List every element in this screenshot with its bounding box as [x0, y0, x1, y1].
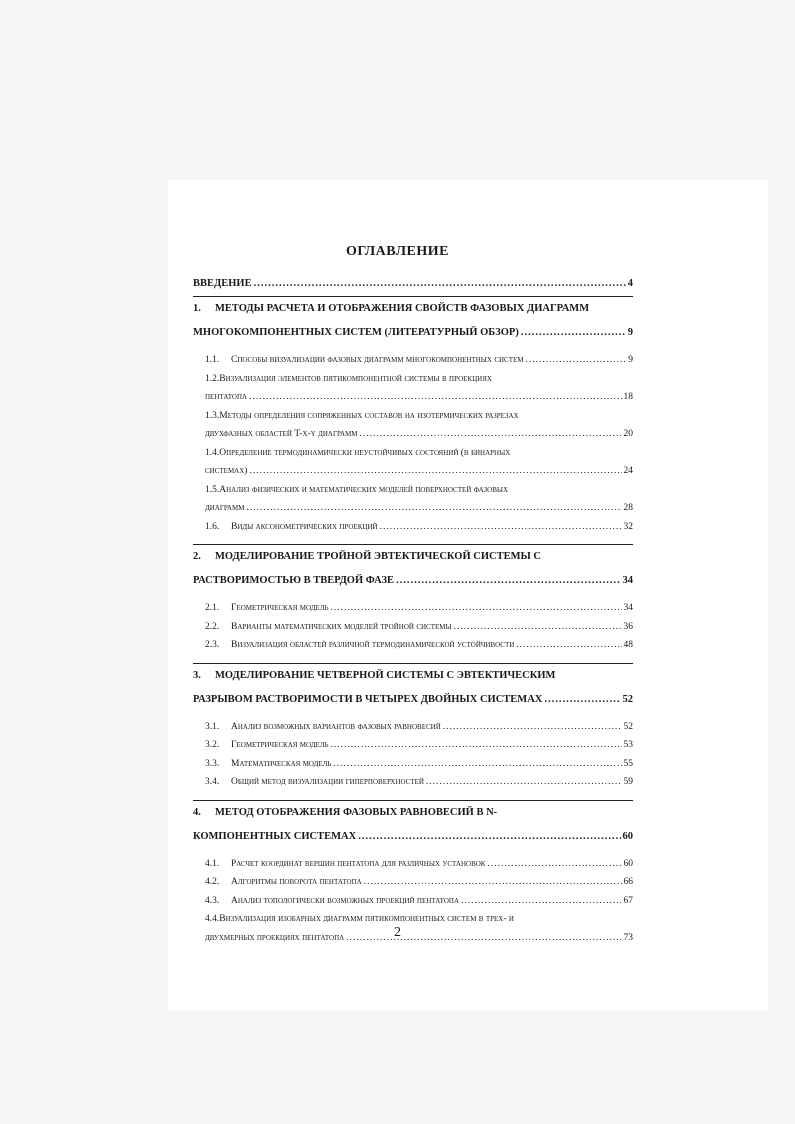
spacer [193, 655, 633, 663]
subsection-page: 73 [623, 932, 633, 943]
spacer [193, 792, 633, 800]
leader-dots [249, 462, 621, 481]
toc-subsection[interactable] [193, 892, 633, 911]
subsection-page: 24 [623, 466, 633, 476]
toc-subsection-continued[interactable] [193, 499, 633, 518]
subsection-page: 53 [623, 740, 633, 750]
section-number: 2. [193, 551, 201, 562]
leader-dots [516, 636, 621, 655]
subsection-title-cont: пентатопа [205, 392, 248, 402]
subsection-title-cont: двухмерных проекциях пентатопа [205, 932, 345, 943]
toc-section-heading[interactable] [193, 801, 633, 849]
leader-dots [358, 825, 620, 849]
subsection-title: Методы определения сопряженных составов на изотермических разрезах [219, 410, 519, 421]
section-title-line1: МЕТОДЫ РАСЧЕТА И ОТОБРАЖЕНИЯ СВОЙСТВ ФАЗОВЫХ ДИАГРАММ [215, 303, 590, 314]
subsection-page: 32 [623, 521, 633, 532]
subsection-number: 2.3. [205, 640, 220, 650]
leader-dots [380, 518, 622, 537]
leader-dots [426, 773, 622, 792]
subsection-title: Визуализация областей различной термодинамической устойчивости [231, 640, 515, 650]
section-number: 3. [193, 669, 201, 681]
toc-subsection[interactable] [193, 370, 633, 389]
section-number: 4. [193, 806, 201, 818]
subsection-page: 20 [623, 429, 633, 439]
subsection-number: 4.3. [205, 895, 220, 906]
toc-section [193, 296, 633, 544]
subsection-number: 3.1. [205, 721, 220, 732]
section-title-line2: РАСТВОРИМОСТЬЮ В ТВЕРДОЙ ФАЗЕ [193, 575, 394, 586]
page-title: ОГЛАВЛЕНИЕ [346, 244, 449, 259]
toc-subsection[interactable] [193, 755, 633, 774]
leader-dots [396, 569, 621, 593]
section-number: 1. [193, 303, 201, 314]
toc-subsection[interactable] [193, 351, 633, 370]
subsection-title-cont: диаграмм [205, 503, 245, 513]
subsection-title: Алгоритмы поворота пентатопа [231, 877, 362, 887]
toc-subsection-continued[interactable] [193, 462, 633, 481]
subsection-title: Варианты математических моделей тройной системы [231, 621, 452, 632]
subsection-number: 1.1. [205, 355, 220, 365]
section-title-line1: МОДЕЛИРОВАНИЕ ЧЕТВЕРНОЙ СИСТЕМЫ С ЭВТЕКТИЧЕСКИМ [215, 669, 556, 681]
toc-subsection[interactable] [193, 518, 633, 537]
toc-subsection[interactable] [193, 855, 633, 874]
leader-dots [443, 718, 622, 737]
subsection-number: 3.4. [205, 777, 220, 787]
toc-subsection[interactable] [193, 618, 633, 637]
leader-dots [526, 351, 627, 370]
section-page: 60 [622, 830, 633, 842]
leader-dots [254, 272, 626, 296]
leader-dots [330, 599, 621, 618]
subsection-number: 2.2. [205, 621, 220, 632]
toc-subsection-continued[interactable] [193, 425, 633, 444]
toc-section [193, 544, 633, 663]
section-title-line2: РАЗРЫВОМ РАСТВОРИМОСТИ В ЧЕТЫРЕХ ДВОЙНЫХ СИСТЕМАХ [193, 693, 543, 705]
subsection-number: 1.4. [205, 447, 220, 458]
section-page: 34 [622, 575, 633, 586]
subsection-number: 4.4. [205, 914, 220, 924]
toc-section-heading[interactable] [193, 545, 633, 593]
subsection-number: 1.5. [205, 484, 220, 495]
toc-subsection[interactable] [193, 481, 633, 500]
subsection-page: 67 [623, 895, 633, 906]
subsection-page: 36 [623, 621, 633, 632]
page-number: 2 [394, 925, 401, 940]
leader-dots [461, 892, 621, 911]
leader-dots [487, 855, 621, 874]
section-title-line1: МЕТОД ОТОБРАЖЕНИЯ ФАЗОВЫХ РАВНОВЕСИЙ В N- [215, 806, 498, 818]
subsection-title: Расчет координат вершин пентатопа для различных установок [231, 858, 486, 869]
leader-dots [454, 618, 622, 637]
toc-section-heading[interactable] [193, 664, 633, 712]
leader-dots [330, 736, 621, 755]
spacer [193, 947, 633, 955]
spacer [193, 536, 633, 544]
subsection-number: 4.1. [205, 858, 220, 869]
subsection-title: Визуализация изобарных диаграмм пятикомпонентных систем в трех- и [219, 914, 514, 924]
subsection-title: Визуализация элементов пятикомпонентной системы в проекциях [219, 373, 492, 384]
toc-subsection[interactable] [193, 599, 633, 618]
subsection-page: 48 [623, 640, 633, 650]
toc-subsection[interactable] [193, 407, 633, 426]
subsection-title: Способы визуализации фазовых диаграмм многокомпонентных систем [231, 355, 524, 365]
leader-dots [360, 425, 622, 444]
subsection-title-cont: системах) [205, 466, 248, 476]
leader-dots [249, 388, 621, 407]
subsection-title: Общий метод визуализации гиперповерхностей [231, 777, 424, 787]
section-title-line2: МНОГОКОМПОНЕНТНЫХ СИСТЕМ (ЛИТЕРАТУРНЫЙ ОБЗОР) [193, 327, 519, 338]
subsection-title: Определение термодинамически неустойчивых состояний (в бинарных [219, 447, 511, 458]
section-title-line2: КОМПОНЕНТНЫХ СИСТЕМАХ [193, 830, 357, 842]
leader-dots [521, 321, 626, 345]
leader-dots [544, 688, 620, 712]
subsection-number: 3.2. [205, 740, 220, 750]
subsection-page: 59 [623, 777, 633, 787]
toc-subsection[interactable] [193, 636, 633, 655]
section-page: 9 [627, 327, 633, 338]
subsection-page: 66 [623, 877, 633, 887]
toc-subsection[interactable] [193, 718, 633, 737]
toc-subsection[interactable] [193, 736, 633, 755]
leader-dots [333, 755, 621, 774]
section-page: 52 [622, 693, 633, 705]
subsection-page: 55 [623, 758, 633, 769]
subsection-page: 34 [623, 603, 633, 613]
leader-dots [246, 499, 621, 518]
toc-subsection[interactable] [193, 773, 633, 792]
subsection-number: 1.6. [205, 521, 220, 532]
subsection-title: Анализ возможных вариантов фазовых равновесий [231, 721, 441, 732]
table-of-contents [193, 272, 633, 955]
subsection-number: 3.3. [205, 758, 220, 769]
subsection-number: 4.2. [205, 877, 220, 887]
subsection-title-cont: двухфазных областей T-x-y диаграмм [205, 429, 358, 439]
subsection-title: Анализ топологически возможных проекций пентатопа [231, 895, 460, 906]
toc-section [193, 663, 633, 800]
toc-intro-label: ВВЕДЕНИЕ [193, 278, 252, 289]
subsection-page: 60 [623, 858, 633, 869]
toc-subsection[interactable] [193, 873, 633, 892]
subsection-title: Математическая модель [231, 758, 332, 769]
subsection-page: 18 [623, 392, 633, 402]
subsection-number: 1.2. [205, 373, 220, 384]
subsection-number: 1.3. [205, 410, 220, 421]
subsection-page: 28 [623, 503, 633, 513]
subsection-page: 52 [623, 721, 633, 732]
subsection-number: 2.1. [205, 603, 220, 613]
leader-dots [364, 873, 622, 892]
subsection-title: Геометрическая модель [231, 603, 329, 613]
toc-intro-page: 4 [627, 278, 633, 289]
toc-intro[interactable] [193, 272, 633, 296]
subsection-page: 9 [628, 355, 633, 365]
subsection-title: Виды аксонометрических проекций [231, 521, 378, 532]
toc-subsection[interactable] [193, 444, 633, 463]
subsection-title: Геометрическая модель [231, 740, 329, 750]
toc-section-heading[interactable] [193, 297, 633, 345]
subsection-title: Анализ физических и математических моделей поверхностей фазовых [219, 484, 509, 495]
toc-subsection-continued[interactable] [193, 388, 633, 407]
section-title-line1: МОДЕЛИРОВАНИЕ ТРОЙНОЙ ЭВТЕКТИЧЕСКОЙ СИСТЕМЫ С [215, 551, 542, 562]
